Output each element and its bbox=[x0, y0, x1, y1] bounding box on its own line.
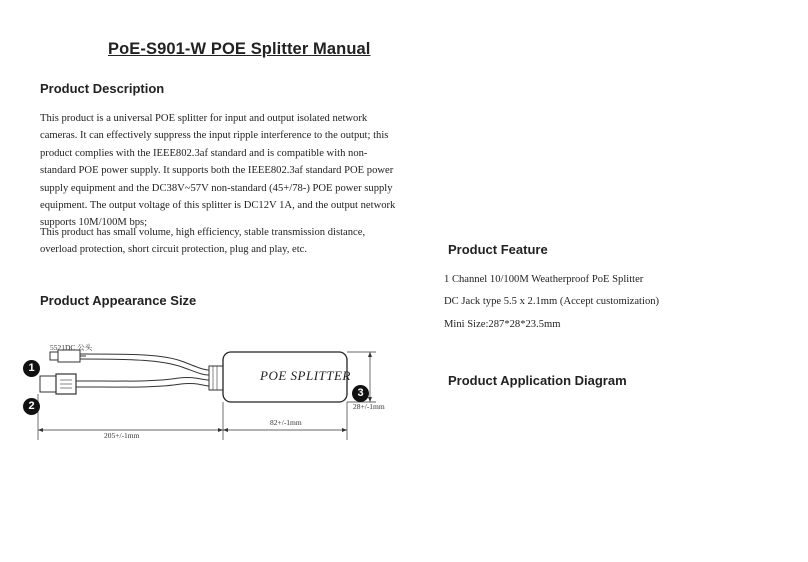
feature-item: 1 Channel 10/100M Weatherproof PoE Splitter bbox=[444, 274, 644, 285]
description-line: This product has small volume, high efficiency, stable transmission distance, bbox=[40, 227, 366, 238]
product-description-heading: Product Description bbox=[40, 81, 165, 96]
description-line: standard POE power supply. It supports both the IEEE802.3af standard POE power bbox=[40, 165, 394, 177]
badge-1-icon: 1 bbox=[23, 360, 40, 377]
product-appearance-drawing bbox=[24, 330, 404, 450]
description-paragraph-2 bbox=[40, 224, 410, 259]
page-title: PoE-S901-W POE Splitter Manual bbox=[108, 40, 371, 58]
description-paragraph-1 bbox=[40, 110, 410, 232]
badge-2-icon: 2 bbox=[23, 398, 40, 415]
badge-3-icon: 3 bbox=[352, 385, 369, 402]
product-feature-heading: Product Feature bbox=[448, 242, 548, 257]
description-line: supports 10M/100M bps; bbox=[40, 217, 148, 229]
product-appearance-heading: Product Appearance Size bbox=[40, 293, 197, 308]
description-line: overload protection, short circuit protection, plug and play, etc. bbox=[40, 244, 308, 256]
body-height-dimension: 28+/-1mm bbox=[353, 402, 385, 411]
description-line: This product is a universal POE splitter for input and output isolated network bbox=[40, 113, 368, 124]
product-application-heading: Product Application Diagram bbox=[448, 373, 627, 388]
description-line: product complies with the IEEE802.3af standard and is compatible with non- bbox=[40, 147, 368, 159]
feature-item: Mini Size:287*28*23.5mm bbox=[444, 319, 561, 330]
dc-jack-label: 5521DC 公头 bbox=[50, 343, 93, 352]
description-line: equipment. The output voltage of this splitter is DC12V 1A, and the output network bbox=[40, 200, 396, 212]
product-body-label: POE SPLITTER bbox=[260, 368, 351, 383]
feature-item: DC Jack type 5.5 x 2.1mm (Accept customization) bbox=[444, 296, 660, 307]
description-line: cameras. It can effectively suppress the input ripple interference to the output; this bbox=[40, 130, 389, 142]
description-line: supply equipment and the DC38V~57V non-standard (45+/78-) POE power supply bbox=[40, 182, 393, 194]
body-length-dimension: 82+/-1mm bbox=[270, 418, 302, 427]
total-length-dimension: 205+/-1mm bbox=[104, 431, 140, 440]
